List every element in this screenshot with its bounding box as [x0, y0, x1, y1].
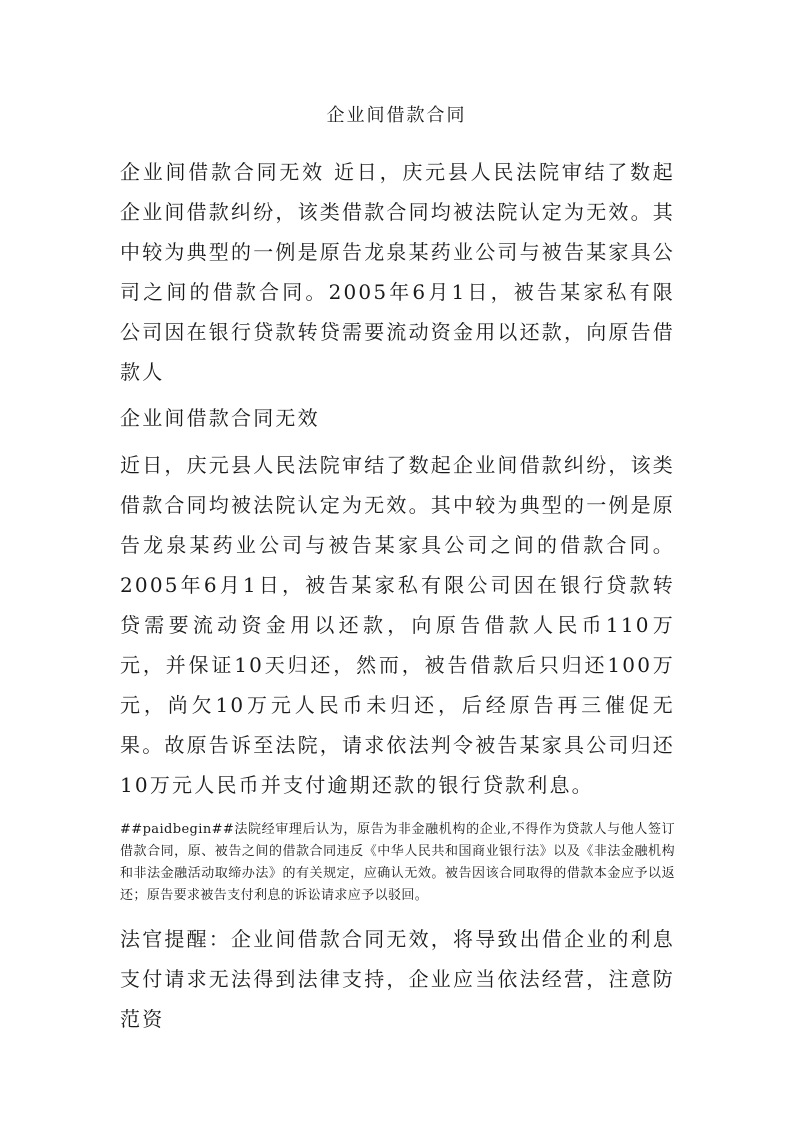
paragraph-case-facts: 近日，庆元县人民法院审结了数起企业间借款纠纷，该类借款合同均被法院认定为无效。其中较为典型的一例是原告龙泉某药业公司与被告某家具公司之间的借款合同。2005年6月1日，被告某家私有限公司因在银行贷款转贷需要流动资金用以还款，向原告借款人民币110万元，并保证10天归还，然而，被告借款后只归还100万元，尚欠10万元人民币未归还，后经原告再三催促无果。故原告诉至法院，请求依法判令被告某家具公司归还10万元人民币并支付逾期还款的银行贷款利息。 — [120, 453, 675, 797]
paragraph-heading: 企业间借款合同无效 — [120, 406, 320, 430]
paragraph-judge-reminder: 法官提醒：企业间借款合同无效，将导致出借企业的利息支付请求无法得到法律支持，企业应当依法经营，注意防范资 — [120, 927, 675, 1031]
paragraph-summary: 企业间借款合同无效 近日，庆元县人民法院审结了数起企业间借款纠纷，该类借款合同均被法院认定为无效。其中较为典型的一例是原告龙泉某药业公司与被告某家具公司之间的借款合同。2005年6月1日，被告某家私有限公司因在银行贷款转贷需要流动资金用以还款，向原告借款人 — [120, 160, 675, 384]
document-title: 企业间借款合同 — [326, 105, 467, 126]
document-body — [120, 152, 675, 1039]
paragraph-court-ruling: ##paidbegin##法院经审理后认为，原告为非金融机构的企业,不得作为贷款人与他人签订借款合同，原、被告之间的借款合同违反《中华人民共和国商业银行法》以及《非法金融机构和非法金融活动取缔办法》的有关规定，应确认无效。被告因该合同取得的借款本金应予以返还；原告要求被告支付利息的诉讼请求应予以驳回。 — [120, 822, 675, 903]
